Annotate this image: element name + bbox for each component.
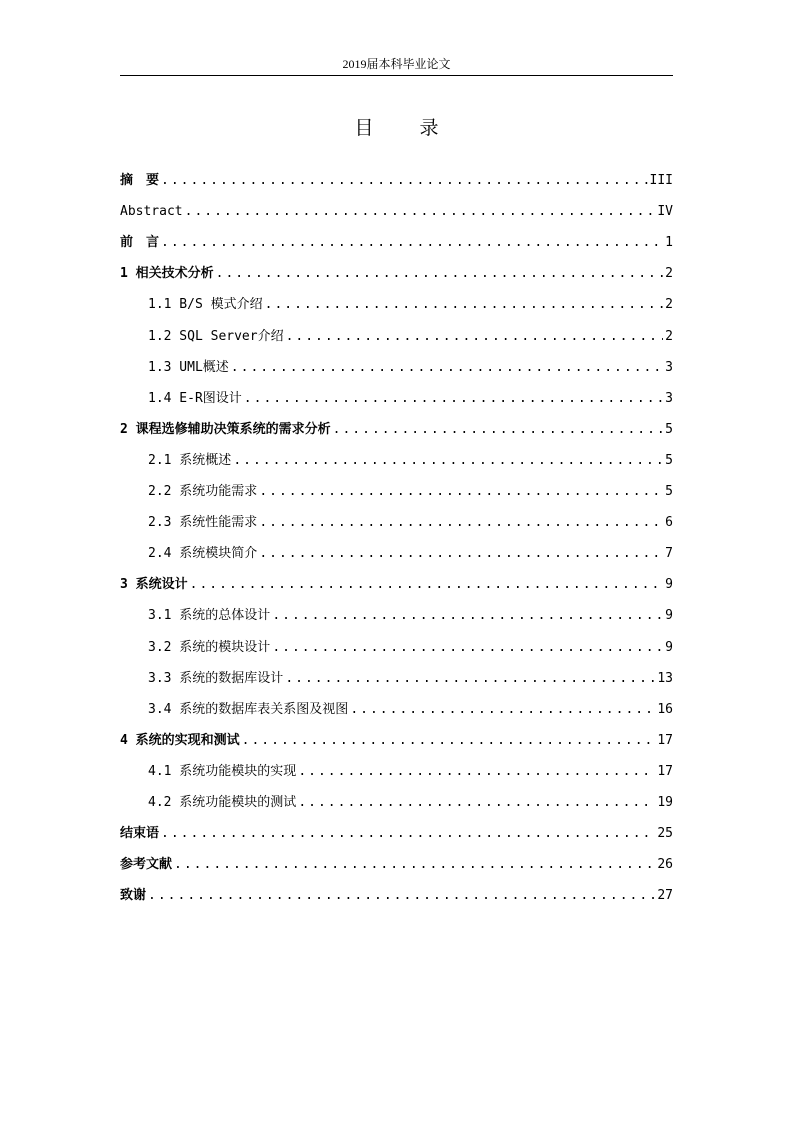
toc-entry[interactable] (120, 814, 673, 845)
toc-entry[interactable] (120, 410, 673, 441)
toc-entry[interactable] (120, 721, 673, 752)
toc-entry-label: 结束语 (120, 826, 160, 842)
toc-dot-leader (161, 823, 655, 845)
toc-entry-label: 2.3 系统性能需求 (148, 515, 258, 531)
toc-entry[interactable] (120, 690, 673, 721)
toc-entry-page-number: 1 (665, 235, 673, 251)
toc-dot-leader (216, 263, 664, 285)
toc-entry-page-number: 27 (657, 888, 673, 904)
toc-entry[interactable] (120, 472, 673, 503)
toc-entry-label: 1 相关技术分析 (120, 266, 214, 282)
toc-entry-page-number: 26 (657, 857, 673, 873)
toc-dot-leader (259, 543, 663, 565)
toc-entry-label: 2 课程选修辅助决策系统的需求分析 (120, 421, 331, 437)
toc-entry-page-number: 3 (665, 359, 673, 375)
toc-entry[interactable] (120, 192, 673, 223)
toc-dot-leader (174, 854, 655, 876)
toc-entry[interactable] (120, 659, 673, 690)
toc-entry[interactable] (120, 534, 673, 565)
toc-entry-label: Abstract (120, 204, 183, 220)
toc-dot-leader (233, 450, 663, 472)
toc-entry-page-number: 25 (657, 826, 673, 842)
toc-entry-label: 3.3 系统的数据库设计 (148, 670, 284, 686)
toc-entry-label: 4.2 系统功能模块的测试 (148, 794, 297, 810)
toc-entry-page-number: 2 (665, 266, 673, 282)
toc-entry-page-number: 13 (657, 670, 673, 686)
toc-entry[interactable] (120, 752, 673, 783)
toc-entry[interactable] (120, 845, 673, 876)
toc-entry-page-number: 5 (665, 452, 673, 468)
toc-entry-page-number: 9 (665, 577, 673, 593)
toc-dot-leader (333, 419, 664, 441)
toc-entry-label: 1.3 UML概述 (148, 359, 229, 375)
toc-entry-page-number: 17 (657, 763, 673, 779)
toc-title: 目 录 (354, 117, 459, 139)
toc-entry-label: 参考文献 (120, 857, 173, 873)
toc-entry-label: 4.1 系统功能模块的实现 (148, 763, 297, 779)
toc-dot-leader (350, 699, 655, 721)
toc-entry[interactable] (120, 348, 673, 379)
toc-entry[interactable] (120, 565, 673, 596)
toc-entry-page-number: 5 (665, 484, 673, 500)
toc-dot-leader (231, 357, 663, 379)
table-of-contents (120, 161, 673, 907)
toc-entry-page-number: 2 (665, 328, 673, 344)
toc-entry-page-number: 9 (665, 608, 673, 624)
toc-entry-page-number: 17 (657, 732, 673, 748)
toc-entry[interactable] (120, 503, 673, 534)
toc-dot-leader (161, 170, 648, 192)
toc-entry[interactable] (120, 285, 673, 316)
toc-entry-page-number: 7 (665, 546, 673, 562)
toc-dot-leader (161, 232, 663, 254)
toc-entry-label: 4 系统的实现和测试 (120, 732, 240, 748)
toc-entry-label: 3.4 系统的数据库表关系图及视图 (148, 701, 349, 717)
toc-entry-label: 2.4 系统模块简介 (148, 546, 258, 562)
toc-entry-page-number: 5 (665, 421, 673, 437)
toc-entry-page-number: 2 (665, 297, 673, 313)
toc-entry-page-number: 6 (665, 515, 673, 531)
toc-entry-page-number: 19 (657, 794, 673, 810)
toc-dot-leader (272, 637, 663, 659)
toc-entry[interactable] (120, 441, 673, 472)
toc-dot-leader (298, 792, 655, 814)
toc-dot-leader (286, 326, 664, 348)
toc-dot-leader (242, 730, 656, 752)
toc-entry-label: 3 系统设计 (120, 577, 188, 593)
toc-entry-label: 1.1 B/S 模式介绍 (148, 297, 263, 313)
running-header-title: 2019届本科毕业论文 (342, 57, 451, 71)
toc-entry[interactable] (120, 596, 673, 627)
toc-entry-label: 1.4 E-R图设计 (148, 390, 242, 406)
toc-entry-page-number: 3 (665, 390, 673, 406)
toc-entry[interactable] (120, 316, 673, 347)
toc-dot-leader (259, 481, 663, 503)
toc-entry[interactable] (120, 783, 673, 814)
toc-dot-leader (298, 761, 655, 783)
toc-entry[interactable] (120, 254, 673, 285)
toc-entry[interactable] (120, 161, 673, 192)
toc-entry[interactable] (120, 876, 673, 907)
toc-entry[interactable] (120, 379, 673, 410)
toc-entry-label: 摘 要 (120, 173, 160, 189)
toc-entry-page-number: 9 (665, 639, 673, 655)
toc-entry-label: 2.1 系统概述 (148, 452, 232, 468)
toc-entry-label: 致谢 (120, 888, 147, 904)
toc-entry-page-number: 16 (657, 701, 673, 717)
toc-entry-label: 1.2 SQL Server介绍 (148, 328, 284, 344)
toc-entry-label: 3.2 系统的模块设计 (148, 639, 271, 655)
toc-dot-leader (265, 294, 664, 316)
toc-dot-leader (148, 885, 655, 907)
toc-entry-page-number: IV (657, 204, 673, 220)
toc-entry-label: 2.2 系统功能需求 (148, 484, 258, 500)
toc-dot-leader (259, 512, 663, 534)
toc-dot-leader (244, 388, 663, 410)
toc-entry[interactable] (120, 627, 673, 658)
toc-entry-label: 3.1 系统的总体设计 (148, 608, 271, 624)
toc-entry-label: 前 言 (120, 235, 160, 251)
toc-dot-leader (190, 574, 664, 596)
toc-dot-leader (272, 605, 663, 627)
running-header (120, 55, 673, 76)
toc-entry[interactable] (120, 223, 673, 254)
toc-dot-leader (185, 201, 656, 223)
toc-dot-leader (285, 668, 655, 690)
toc-entry-page-number: III (649, 173, 673, 189)
